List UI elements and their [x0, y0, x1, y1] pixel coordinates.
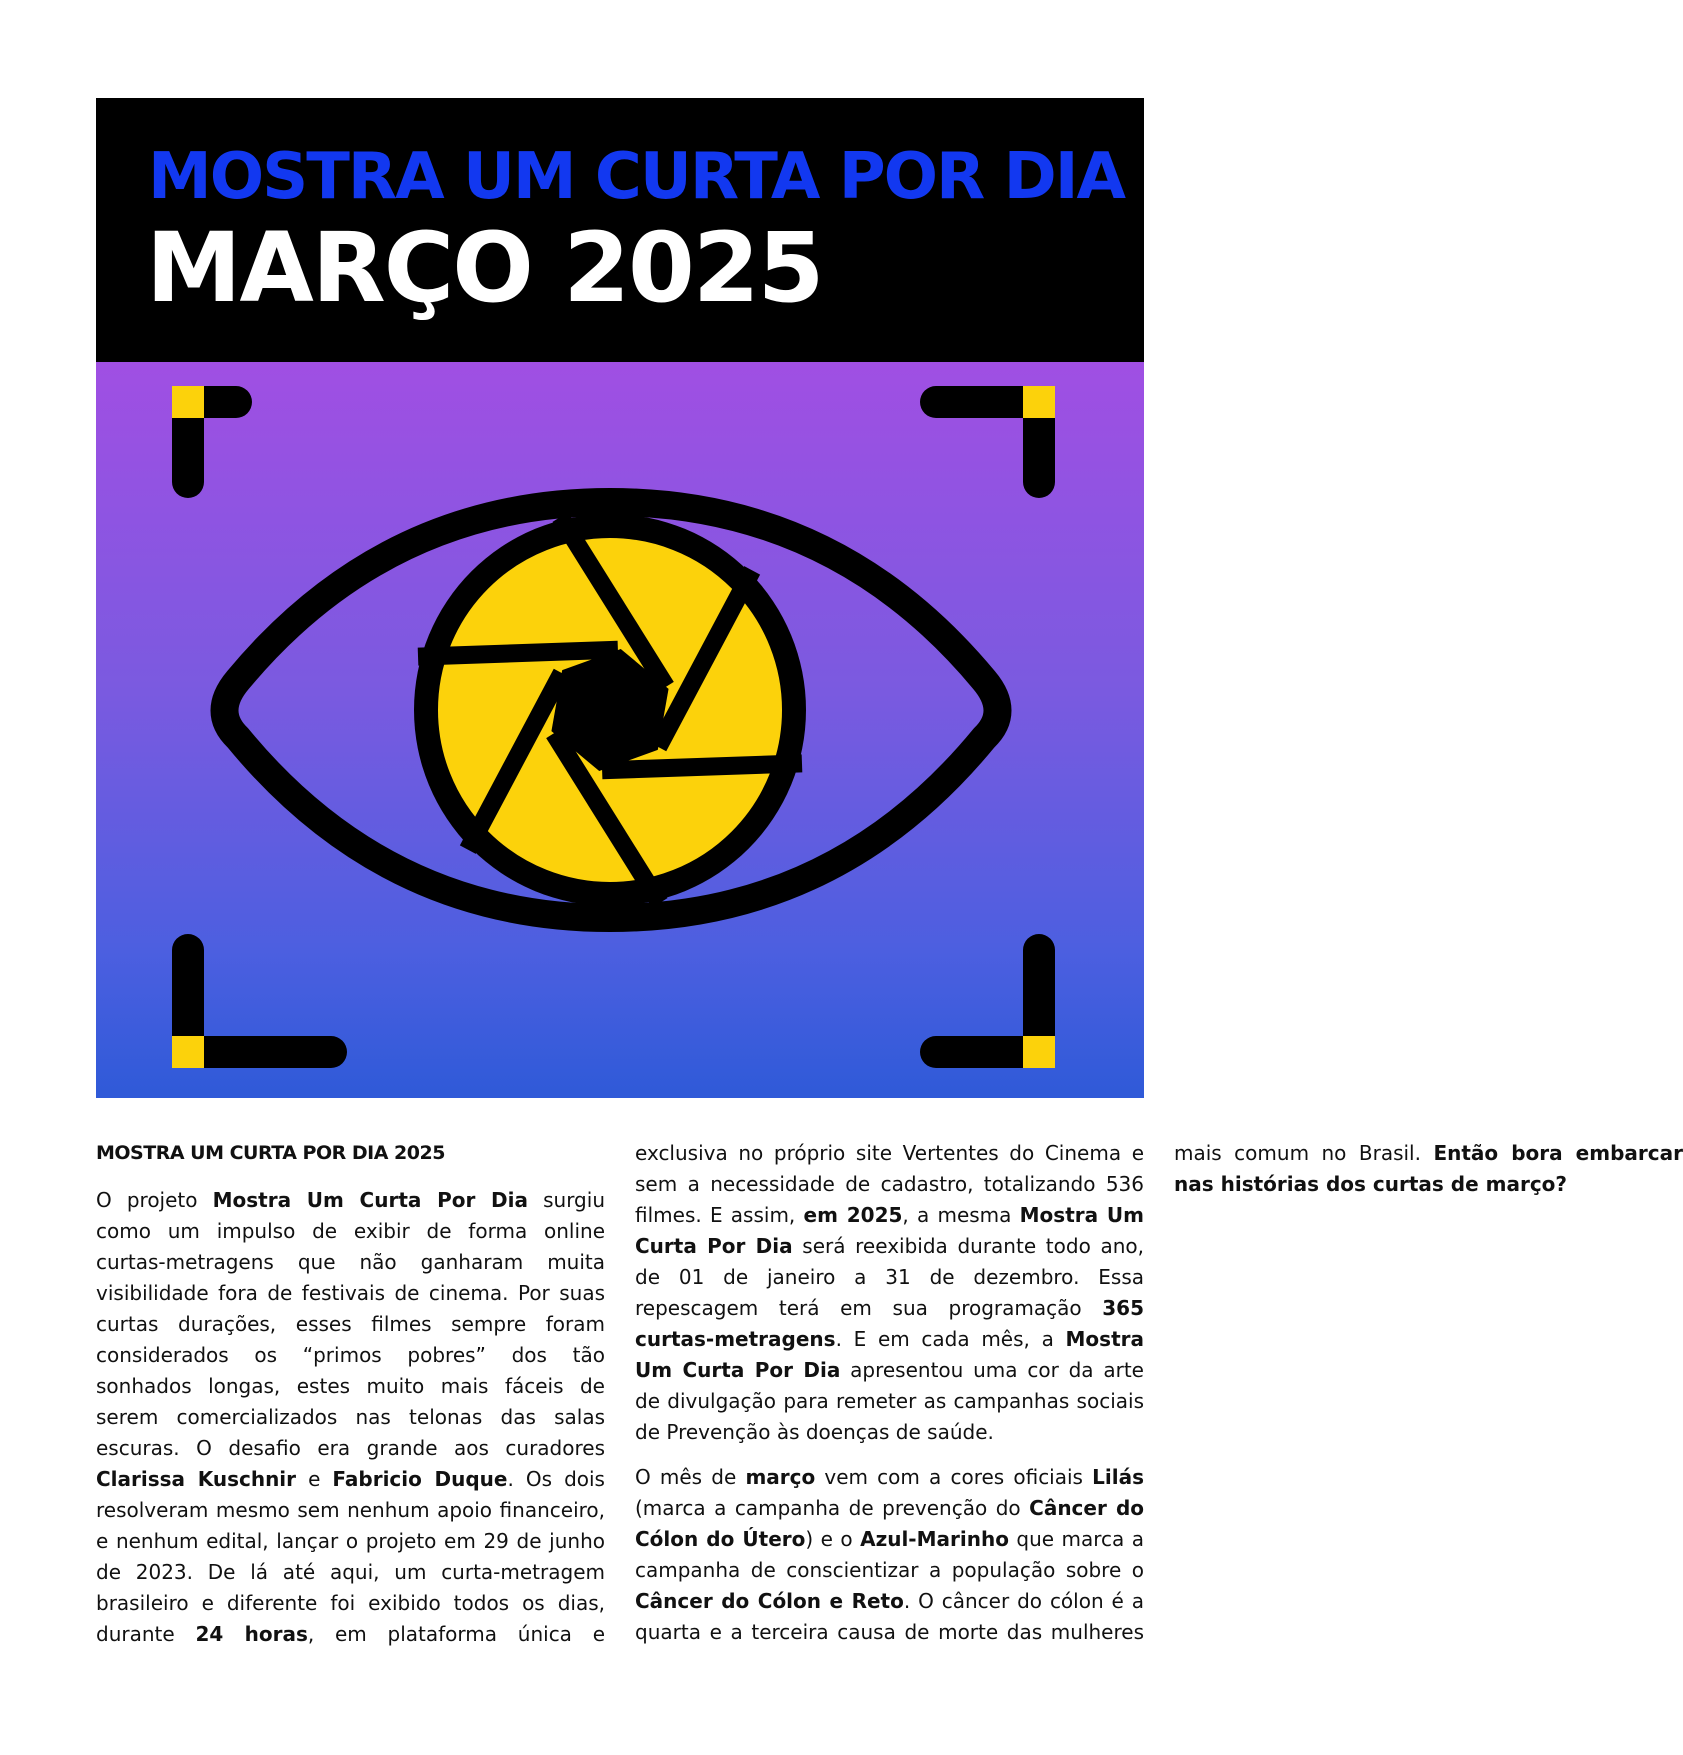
article-column-left	[96, 1138, 1683, 1678]
artwork-panel	[96, 362, 1144, 1098]
p2-bold-5: Câncer do Cólon e Reto	[635, 1589, 904, 1613]
p1-text-1: O projeto	[96, 1188, 213, 1212]
p1-bold-2: Clarissa Kuschnir	[96, 1467, 297, 1491]
p1-bold-5: em 2025	[803, 1203, 903, 1227]
p1-bold-4: 24 horas	[195, 1622, 308, 1646]
p1-bold-1: Mostra Um Curta Por Dia	[212, 1188, 528, 1212]
p2-text-4: ) e o	[805, 1527, 861, 1551]
p2-bold-6: Então bora embarcar nas histórias dos curtas de março?	[1174, 1141, 1683, 1196]
p2-bold-2: Lilás	[1092, 1465, 1144, 1489]
p1-text-3: e	[296, 1467, 333, 1491]
p1-text-6: , a mesma	[902, 1203, 1020, 1227]
p2-bold-4: Azul-Marinho	[860, 1527, 1009, 1551]
p1-bold-7: 365 curtas-metragens	[635, 1296, 1144, 1351]
p1-text-8: . E em cada mês, a	[835, 1327, 1066, 1351]
p2-bold-3: Câncer do Cólon do Útero	[635, 1496, 1144, 1551]
p2-bold-1: março	[745, 1465, 816, 1489]
corner-bracket-bottom-right	[936, 950, 1055, 1068]
p2-text-6: . O câncer do cólon é a quarta e a terceira causa de morte das mulheres mais comum no Brasil.	[635, 1141, 1434, 1644]
corner-bracket-bottom-left	[172, 950, 331, 1068]
p1-bold-3: Fabricio Duque	[332, 1467, 508, 1491]
p1-text-4: . Os dois resolveram mesmo sem nenhum apoio financeiro, e nenhum edital, lançar o projeto em 29 de junho de 2023. De lá até aqui, um curta-metragem brasileiro e diferente foi exibido todos os dias, durante	[96, 1467, 605, 1646]
p1-bold-8: Mostra Um Curta Por Dia	[635, 1327, 1144, 1382]
p1-text-7: será reexibida durante todo ano, de 01 de janeiro a 31 de dezembro. Essa repescagem terá em sua programação	[635, 1234, 1144, 1320]
shutter-iris	[414, 512, 806, 907]
title-banner	[96, 98, 1144, 362]
p1-text-2: surgiu como um impulso de exibir de forma online curtas-metragens que não ganharam muita visibilidade fora de festivais de cinema. Por suas curtas durações, esses filmes sempre foram considerados os “primos pobres” dos tão sonhados longas, estes muito mais fáceis de serem comercializados nas telonas das salas escuras. O desafio era grande aos curadores	[96, 1188, 605, 1460]
corner-bracket-top-left	[172, 386, 236, 482]
p2-text-3: (marca a campanha de prevenção do	[635, 1496, 1030, 1520]
p2-text-1: O mês de	[635, 1465, 746, 1489]
corner-bracket-top-right	[936, 386, 1055, 482]
p1-text-9: apresentou uma cor da arte de divulgação para remeter as campanhas sociais de Prevenção às doenças de saúde.	[635, 1358, 1144, 1444]
p1-text-5: , em plataforma única e exclusiva no próprio site Vertentes do Cinema e sem a necessidade de cadastro, totalizando 536 filmes. E assim,	[307, 1141, 1144, 1646]
title-line-2: MARÇO 2025	[146, 212, 823, 324]
title-line-1: MOSTRA UM CURTA POR DIA	[148, 140, 1125, 214]
p1-bold-6: Mostra Um Curta Por Dia	[635, 1203, 1145, 1258]
p2-text-5: que marca a campanha de conscientizar a população sobre o	[635, 1527, 1145, 1582]
article-heading: MOSTRA UM CURTA POR DIA 2025	[96, 1142, 445, 1164]
p2-text-2: vem com a cores oficiais	[815, 1465, 1093, 1489]
eye-with-camera-shutter-icon	[96, 362, 1144, 1098]
